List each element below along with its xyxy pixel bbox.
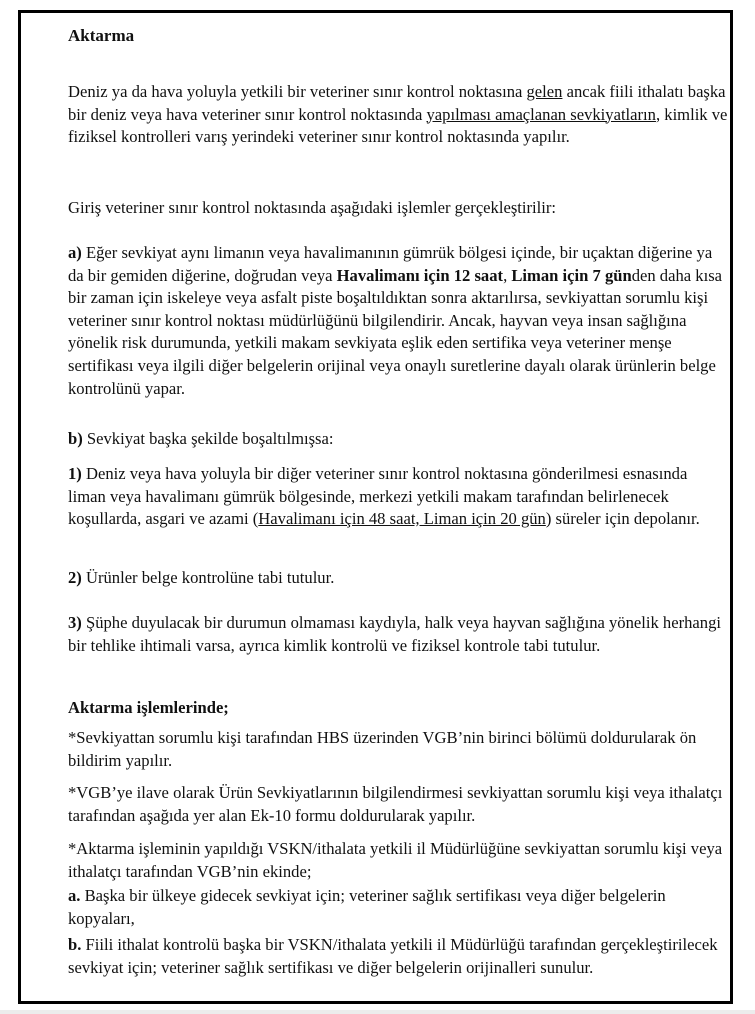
section2-title xyxy=(68,697,728,720)
sub-item-b-label: b. xyxy=(68,935,82,954)
item-b-text: Sevkiyat başka şekilde boşaltılmışsa: xyxy=(82,429,334,448)
item-1-underline-durations: Havalimanı için 48 saat, Liman için 20 gün xyxy=(258,509,546,529)
item-a-label: a) xyxy=(68,243,82,262)
item-a-text-2: , xyxy=(503,265,512,285)
item-a-text-3: den daha kısa bir zaman için iskeleye veya asfalt piste boşaltıldıktan sonra aktarılırsa, sevkiyattan sorumlu kişi veteriner sınır kontrol noktası müdürlüğünü bilgilendirir. Ancak, hayvan veya insan sağlığına yönelik risk durumunda, yetkili makam sevkiyata eşlik eden sertifika veya veteriner menşe sertifikası veya ilgili diğer belgelerin orijinal veya onaylı suretlerine dayalı olarak ürünlerin belge kontrolünü yapar. xyxy=(68,265,723,398)
intro-text-3: , kimlik ve fiziksel kontrolleri varış yerindeki veteriner sınır kontrol noktasında yapılır. xyxy=(68,104,728,147)
item-1-text-1: Deniz veya hava yoluyla bir diğer veteriner sınır kontrol noktasına gönderilmesi esnasında liman veya havalimanı gümrük bölgesinde, merkezi yetkili makam tarafından belirlenecek koşullarda, asgari ve azami ( xyxy=(68,464,688,529)
bullet-1: *Sevkiyattan sorumlu kişi tarafından HBS üzerinden VGB’nin birinci bölümü doldurularak ön bildirim yapılır. xyxy=(68,728,697,770)
item-b-paragraph xyxy=(68,428,728,451)
item-2-text: Ürünler belge kontrolüne tabi tutulur. xyxy=(81,568,335,587)
item-1-text-2: ) süreler için depolanır. xyxy=(545,509,700,529)
sub-item-a-text: Başka bir ülkeye gidecek sevkiyat için; veteriner sağlık sertifikası veya diğer belgelerin kopyaları, xyxy=(68,886,666,928)
item-2-paragraph xyxy=(68,567,728,590)
sub-item-b xyxy=(68,934,728,979)
item-3-paragraph xyxy=(68,612,728,657)
entry-statement: Giriş veteriner sınır kontrol noktasında aşağıdaki işlemler gerçekleştirilir: xyxy=(68,198,556,217)
intro-underline-sevkiyatlar: yapılması amaçlanan sevkiyatların xyxy=(426,104,656,124)
document-frame xyxy=(18,10,733,1004)
sub-item-a-label: a. xyxy=(68,886,81,905)
item-a-bold-airport: Havalimanı için 12 saat xyxy=(336,265,504,285)
document-title: Aktarma xyxy=(68,26,135,45)
item-1-label: 1) xyxy=(68,464,82,483)
sub-item-b-text: Fiili ithalat kontrolü başka bir VSKN/ithalata yetkili il Müdürlüğü tarafından gerçekleştirilecek sevkiyat için; veteriner sağlık sertifikası ve diğer belgelerin orijinalleri sunulur. xyxy=(68,935,718,977)
sub-item-a xyxy=(68,885,728,930)
item-2-label: 2) xyxy=(68,568,82,587)
item-3-label: 3) xyxy=(68,613,82,632)
item-a-paragraph xyxy=(68,242,728,400)
item-1-paragraph xyxy=(68,463,728,531)
page-bottom-strip xyxy=(0,1010,755,1014)
intro-underline-gelen: gelen xyxy=(526,82,563,101)
intro-text-1: Deniz ya da hava yoluyla yetkili bir veteriner sınır kontrol noktasına xyxy=(68,82,527,101)
item-a-text-1: Eğer sevkiyat aynı limanın veya havalimanının gümrük bölgesi içinde, bir uçaktan diğerine ya da bir gemiden diğerine, doğrudan veya xyxy=(68,243,713,285)
intro-paragraph xyxy=(68,81,728,149)
item-3-text: Şüphe duyulacak bir durumun olmaması kaydıyla, halk veya hayvan sağlığına yönelik herhangi bir tehlike ihtimali varsa, ayrıca kimlik kontrolü ve fiziksel kontrole tabi tutulur. xyxy=(68,613,721,655)
bullet-3: *Aktarma işleminin yapıldığı VSKN/ithalata yetkili il Müdürlüğüne sevkiyattan sorumlu kişi veya ithalatçı tarafından VGB’nin ekinde; xyxy=(68,839,723,881)
intro-text-2: ancak fiili ithalatı başka bir deniz veya hava veteriner sınır kontrol noktasında xyxy=(68,82,726,124)
section2-title-text: Aktarma işlemlerinde; xyxy=(68,698,229,717)
item-b-label: b) xyxy=(68,429,83,448)
item-a-bold-port: Liman için 7 gün xyxy=(511,265,632,285)
bullet-2: *VGB’ye ilave olarak Ürün Sevkiyatlarının bilgilendirmesi sevkiyattan sorumlu kişi veya ithalatçı tarafından aşağıda yer alan Ek-10 formu doldurularak yapılır. xyxy=(68,783,723,825)
